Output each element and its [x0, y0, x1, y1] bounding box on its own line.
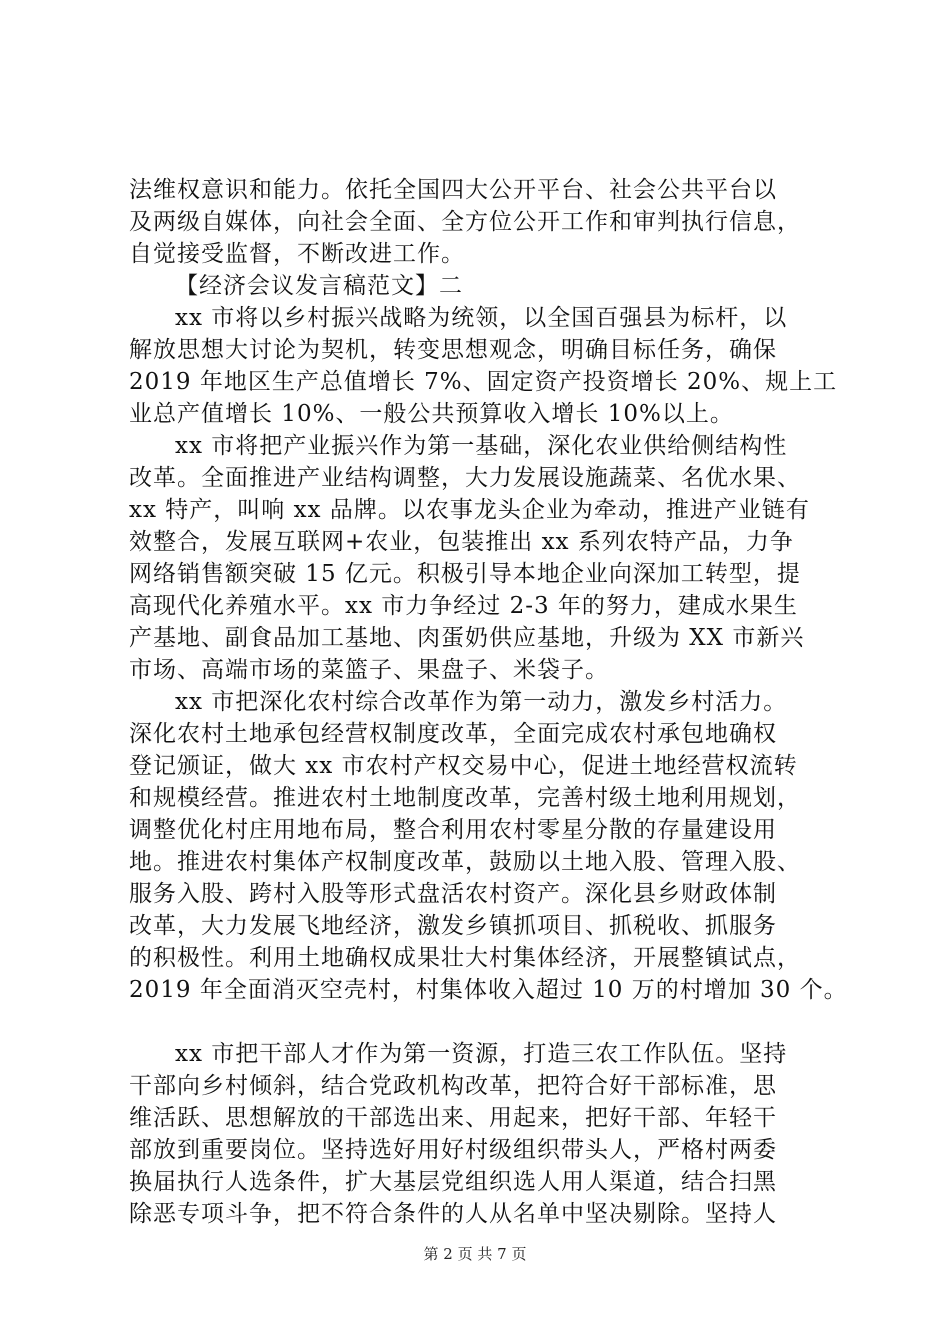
paragraph-start: xx 市把深化农村综合改革作为第一动力，激发乡村活力。 — [175, 689, 788, 715]
text-line: 登记颁证，做大 xx 市农村产权交易中心，促进土地经营权流转 — [129, 753, 798, 779]
paragraph-start: xx 市把干部人才作为第一资源，打造三农工作队伍。坚持 — [175, 1041, 788, 1067]
section-heading: 【经济会议发言稿范文】二 — [175, 273, 463, 299]
text-line: 网络销售额突破 15 亿元。积极引导本地企业向深加工转型，提 — [129, 561, 801, 587]
text-line: 及两级自媒体，向社会全面、全方位公开工作和审判执行信息， — [129, 209, 801, 235]
blank-line — [129, 1006, 853, 1038]
text-line: 地。推进农村集体产权制度改革，鼓励以土地入股、管理入股、 — [129, 849, 801, 875]
text-line: 和规模经营。推进农村土地制度改革，完善村级土地利用规划， — [129, 785, 801, 811]
text-line: 换届执行人选条件，扩大基层党组织选人用人渠道，结合扫黑 — [129, 1169, 777, 1195]
text-line: 2019 年全面消灭空壳村，村集体收入超过 10 万的村增加 30 个。 — [129, 977, 848, 1003]
page-footer: 第 2 页 共 7 页 — [423, 1245, 527, 1263]
paragraph-start: xx 市将以乡村振兴战略为统领，以全国百强县为标杆，以 — [175, 305, 788, 331]
text-line: 除恶专项斗争，把不符合条件的人从名单中坚决剔除。坚持人 — [129, 1201, 777, 1227]
text-line: 自觉接受监督，不断改进工作。 — [129, 241, 465, 267]
text-line: 高现代化养殖水平。xx 市力争经过 2-3 年的努力，建成水果生 — [129, 593, 798, 619]
text-line: 业总产值增长 10%、一般公共预算收入增长 10%以上。 — [129, 401, 734, 427]
text-line: xx 特产，叫响 xx 品牌。以农事龙头企业为牵动，推进产业链有 — [129, 497, 810, 523]
document-body — [129, 174, 853, 1230]
text-line: 2019 年地区生产总值增长 7%、固定资产投资增长 20%、规上工 — [129, 369, 838, 395]
text-line: 的积极性。利用土地确权成果壮大村集体经济，开展整镇试点， — [129, 945, 801, 971]
text-line: 解放思想大讨论为契机，转变思想观念，明确目标任务，确保 — [129, 337, 777, 363]
text-line: 深化农村土地承包经营权制度改革，全面完成农村承包地确权 — [129, 721, 777, 747]
text-line: 效整合，发展互联网+农业，包装推出 xx 系列农特产品，力争 — [129, 529, 794, 555]
text-line: 部放到重要岗位。坚持选好用好村级组织带头人，严格村两委 — [129, 1137, 777, 1163]
text-line: 干部向乡村倾斜，结合党政机构改革，把符合好干部标准，思 — [129, 1073, 777, 1099]
text-line: 市场、高端市场的菜篮子、果盘子、米袋子。 — [129, 657, 609, 683]
text-line: 维活跃、思想解放的干部选出来、用起来，把好干部、年轻干 — [129, 1105, 777, 1131]
paragraph-start: xx 市将把产业振兴作为第一基础，深化农业供给侧结构性 — [175, 433, 788, 459]
text-line: 服务入股、跨村入股等形式盘活农村资产。深化县乡财政体制 — [129, 881, 777, 907]
text-line: 法维权意识和能力。依托全国四大公开平台、社会公共平台以 — [129, 177, 777, 203]
text-line: 改革。全面推进产业结构调整，大力发展设施蔬菜、名优水果、 — [129, 465, 801, 491]
text-line: 改革，大力发展飞地经济，激发乡镇抓项目、抓税收、抓服务 — [129, 913, 777, 939]
text-line: 产基地、副食品加工基地、肉蛋奶供应基地，升级为 XX 市新兴 — [129, 625, 805, 651]
text-line: 调整优化村庄用地布局，整合利用农村零星分散的存量建设用 — [129, 817, 777, 843]
